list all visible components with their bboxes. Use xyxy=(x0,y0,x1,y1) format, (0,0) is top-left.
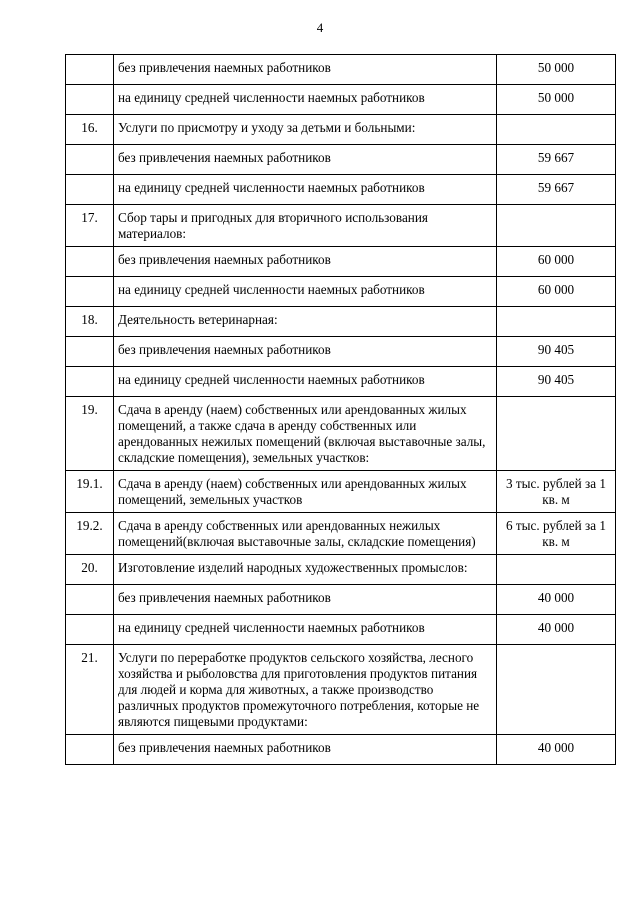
table-row xyxy=(66,615,616,645)
row-description: без привлечения наемных работников xyxy=(114,337,497,367)
row-number: 19.2. xyxy=(66,513,114,555)
row-value xyxy=(497,205,616,247)
row-description: Сбор тары и пригодных для вторичного использования материалов: xyxy=(114,205,497,247)
table-row xyxy=(66,397,616,471)
row-description: без привлечения наемных работников xyxy=(114,735,497,765)
row-value xyxy=(497,555,616,585)
row-description: Сдача в аренду собственных или арендованных нежилых помещений(включая выставочные залы, складские помещения) xyxy=(114,513,497,555)
page-number: 4 xyxy=(316,20,324,35)
table-row xyxy=(66,645,616,735)
row-value: 90 405 xyxy=(497,367,616,397)
row-number xyxy=(66,615,114,645)
row-number xyxy=(66,55,114,85)
row-description: Сдача в аренду (наем) собственных или арендованных жилых помещений, земельных участков xyxy=(114,471,497,513)
row-number: 16. xyxy=(66,115,114,145)
row-description: без привлечения наемных работников xyxy=(114,247,497,277)
row-number: 17. xyxy=(66,205,114,247)
table-row xyxy=(66,85,616,115)
row-value: 6 тыс. рублей за 1 кв. м xyxy=(497,513,616,555)
row-number xyxy=(66,735,114,765)
row-number xyxy=(66,85,114,115)
row-value xyxy=(497,115,616,145)
row-value xyxy=(497,645,616,735)
table-row xyxy=(66,277,616,307)
row-description: на единицу средней численности наемных работников xyxy=(114,277,497,307)
row-description: на единицу средней численности наемных работников xyxy=(114,175,497,205)
row-value: 40 000 xyxy=(497,735,616,765)
row-value: 40 000 xyxy=(497,615,616,645)
tax-rate-table xyxy=(65,54,616,765)
row-value: 59 667 xyxy=(497,145,616,175)
table-row xyxy=(66,471,616,513)
row-number xyxy=(66,337,114,367)
row-value: 90 405 xyxy=(497,337,616,367)
row-value: 60 000 xyxy=(497,277,616,307)
row-number xyxy=(66,247,114,277)
row-description: на единицу средней численности наемных работников xyxy=(114,85,497,115)
row-description: Сдача в аренду (наем) собственных или арендованных жилых помещений, а также сдача в аренду собственных или арендованных нежилых помещений (включая выставочные залы, складские помещения), земельных участков: xyxy=(114,397,497,471)
row-description: на единицу средней численности наемных работников xyxy=(114,367,497,397)
row-value: 60 000 xyxy=(497,247,616,277)
row-value: 50 000 xyxy=(497,55,616,85)
table-row xyxy=(66,55,616,85)
table-row xyxy=(66,513,616,555)
row-description: Услуги по переработке продуктов сельского хозяйства, лесного хозяйства и рыболовства для приготовления продуктов питания для людей и корма для животных, а также производство различных продуктов промежуточного потребления, которые не являются пищевыми продуктами: xyxy=(114,645,497,735)
table-row xyxy=(66,307,616,337)
row-value xyxy=(497,307,616,337)
row-number: 21. xyxy=(66,645,114,735)
table-row xyxy=(66,367,616,397)
row-number xyxy=(66,175,114,205)
table-row xyxy=(66,175,616,205)
row-description: Услуги по присмотру и уходу за детьми и больными: xyxy=(114,115,497,145)
row-number: 19. xyxy=(66,397,114,471)
table-body xyxy=(66,55,616,765)
row-number xyxy=(66,277,114,307)
table-row xyxy=(66,115,616,145)
row-value: 40 000 xyxy=(497,585,616,615)
row-number xyxy=(66,367,114,397)
table-row xyxy=(66,247,616,277)
row-description: Изготовление изделий народных художественных промыслов: xyxy=(114,555,497,585)
row-description: Деятельность ветеринарная: xyxy=(114,307,497,337)
row-number: 19.1. xyxy=(66,471,114,513)
table-row xyxy=(66,145,616,175)
row-description: без привлечения наемных работников xyxy=(114,585,497,615)
table-row xyxy=(66,585,616,615)
row-number xyxy=(66,585,114,615)
row-value: 3 тыс. рублей за 1 кв. м xyxy=(497,471,616,513)
row-number: 20. xyxy=(66,555,114,585)
table-row xyxy=(66,205,616,247)
row-value: 59 667 xyxy=(497,175,616,205)
row-description: на единицу средней численности наемных работников xyxy=(114,615,497,645)
row-number xyxy=(66,145,114,175)
row-number: 18. xyxy=(66,307,114,337)
row-value: 50 000 xyxy=(497,85,616,115)
table-row xyxy=(66,555,616,585)
row-value xyxy=(497,397,616,471)
table-row xyxy=(66,735,616,765)
row-description: без привлечения наемных работников xyxy=(114,55,497,85)
row-description: без привлечения наемных работников xyxy=(114,145,497,175)
table-row xyxy=(66,337,616,367)
